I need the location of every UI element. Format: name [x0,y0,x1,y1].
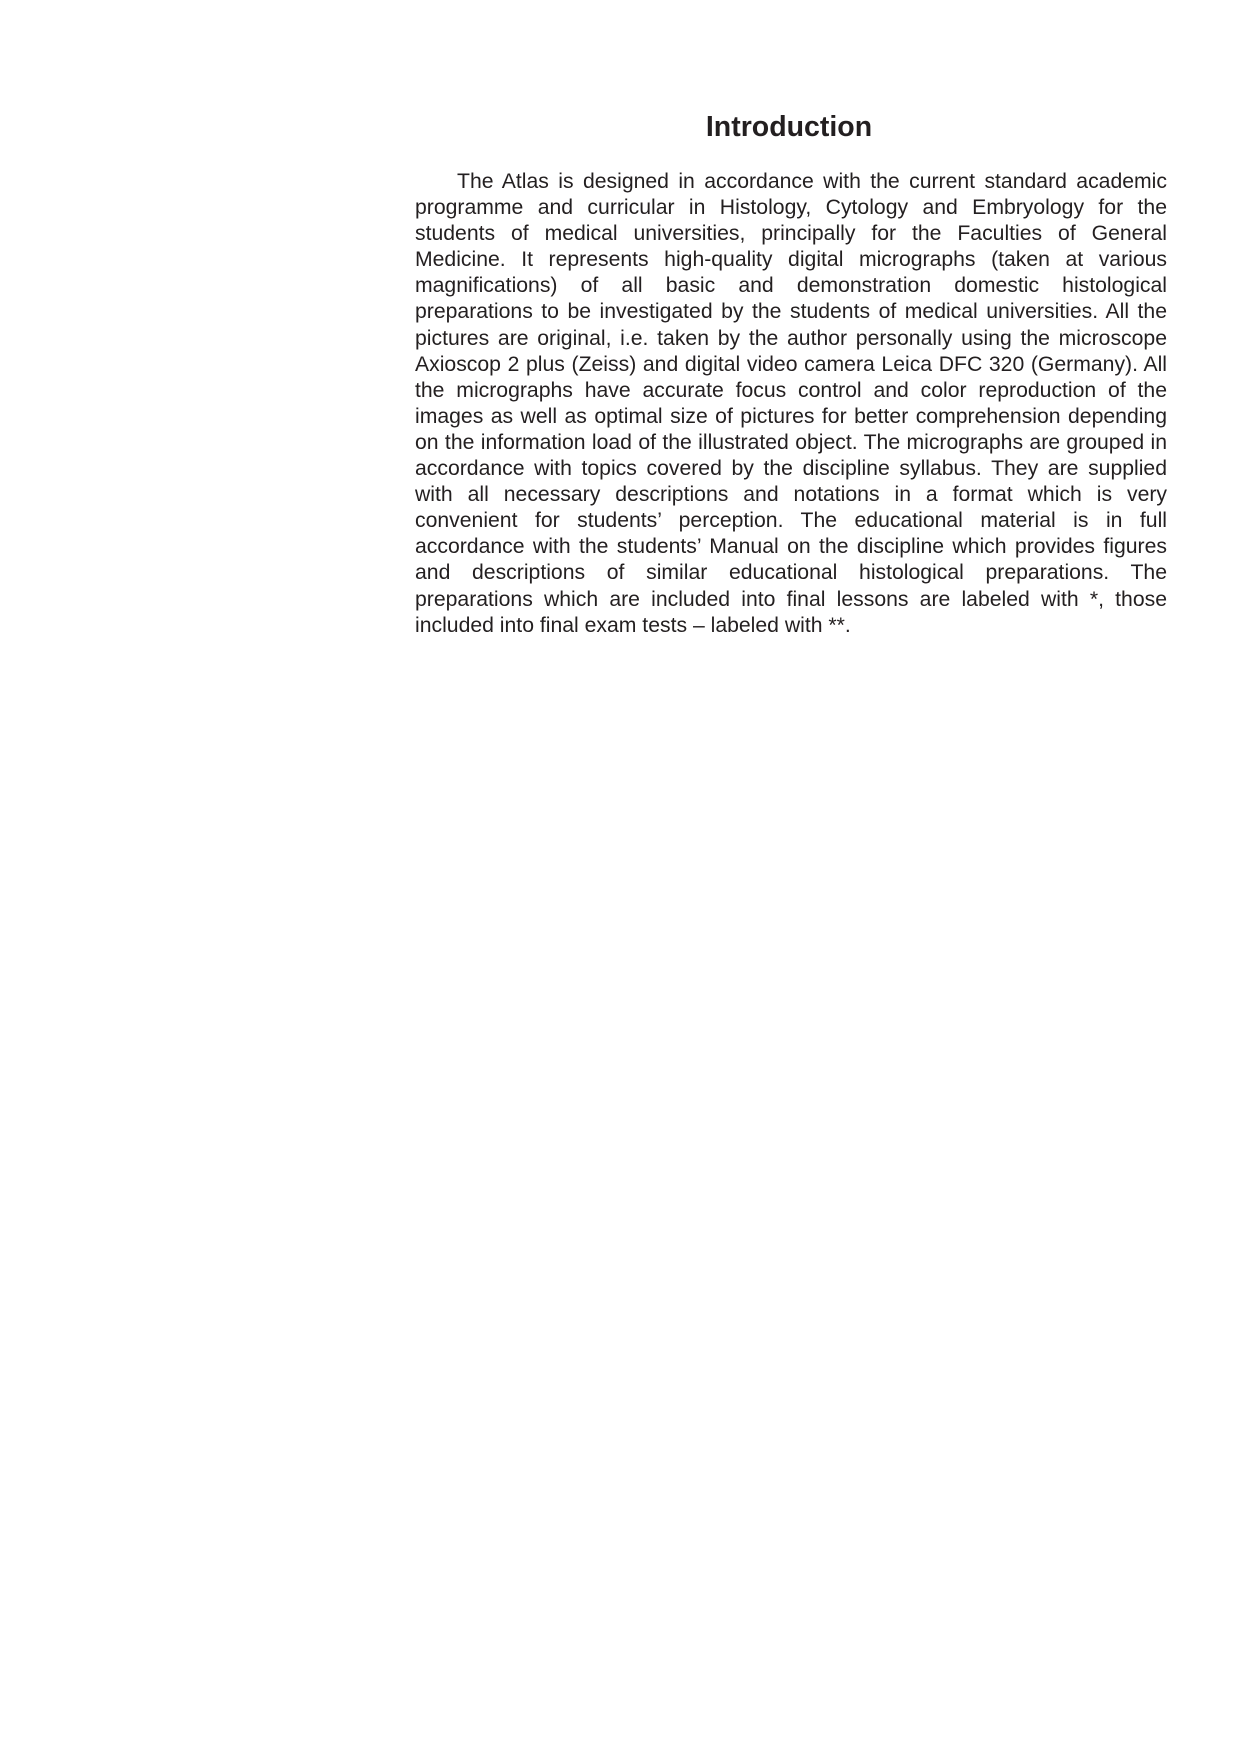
page-title: Introduction [705,111,873,143]
introduction-paragraph: The Atlas is designed in accordance with the current standard academic programme and curricular in Histology, Cytology and Embryology for the students of medical universities, principally for the Faculties of General Medicine. It represents high-quality digital micrographs (taken at various magnifications) of all basic and demonstration domestic histological preparations to be investigated by the students of medical universities. All the pictures are original, i.e. taken by the author personally using the microscope Axioscop 2 plus (Zeiss) and digital video camera Leica DFC 320 (Germany). All the micrographs have accurate focus control and color reproduction of the images as well as optimal size of pictures for better comprehension depending on the information load of the illustrated object. The micrographs are grouped in accordance with topics covered by the discipline syllabus. They are supplied with all necessary descriptions and notations in a format which is very convenient for students’ perception. The educational material is in full accordance with the students’ Manual on the discipline which provides figures and descriptions of similar educational histological preparations. The preparations which are included into final lessons are labeled with *, those included into final exam tests – labeled with **. [415,170,1167,637]
